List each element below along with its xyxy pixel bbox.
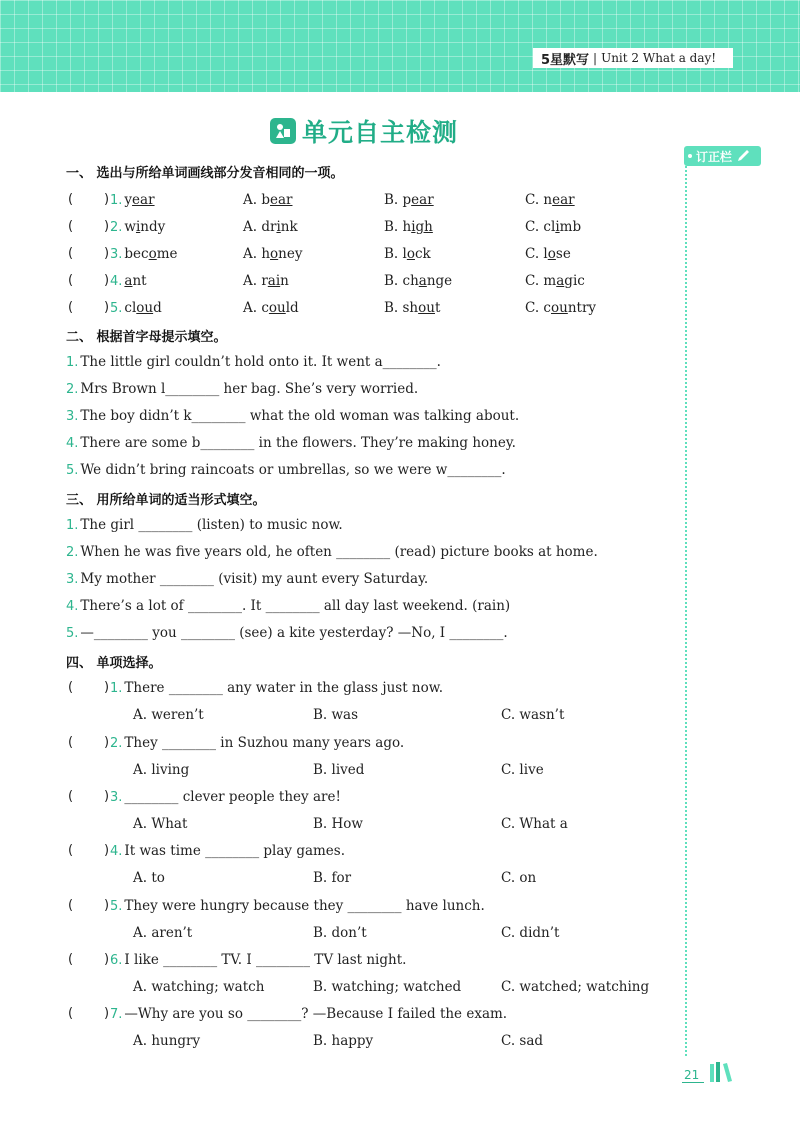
question-row xyxy=(68,952,668,970)
option-a[interactable] xyxy=(243,219,298,235)
option-c[interactable] xyxy=(525,273,585,289)
option-c[interactable]: C. sad xyxy=(501,1033,544,1049)
option-text: n xyxy=(280,273,289,289)
question-stem xyxy=(110,789,341,805)
question-number: 7. xyxy=(110,1007,123,1022)
dot-icon xyxy=(688,154,692,158)
option-text: B. l xyxy=(384,246,407,262)
question-row xyxy=(66,462,666,480)
question-stem xyxy=(110,898,485,914)
question-row xyxy=(66,381,666,399)
question-number: 4. xyxy=(66,436,79,451)
answer-paren-close: ) xyxy=(104,273,110,288)
question-stem xyxy=(110,735,404,751)
question-row xyxy=(66,435,666,453)
question-number: 5. xyxy=(110,301,123,316)
question-text: The little girl couldn’t hold onto it. It went a________. xyxy=(80,354,441,370)
question-row xyxy=(66,408,666,426)
question-row xyxy=(68,898,668,916)
option-text: se xyxy=(555,246,571,262)
answer-paren-open: ( xyxy=(68,735,74,750)
underlined-letters: o xyxy=(270,246,279,262)
answer-paren-close: ) xyxy=(104,680,110,695)
option-b[interactable]: B. happy xyxy=(313,1033,374,1049)
question-text: —________ you ________ (see) a kite yesterday? —No, I ________. xyxy=(80,625,508,641)
underlined-letters: o xyxy=(547,246,556,262)
question-text: There’s a lot of ________. It ________ all day last weekend. (rain) xyxy=(80,598,511,614)
question-row xyxy=(68,843,668,861)
underlined-letters: ou xyxy=(268,300,286,316)
page-number: 21 xyxy=(684,1068,700,1082)
option-c[interactable]: C. on xyxy=(501,870,537,886)
option-b[interactable] xyxy=(384,273,452,289)
question-number: 5. xyxy=(110,899,123,914)
word-part: d xyxy=(153,300,162,316)
answer-paren-open: ( xyxy=(68,680,74,695)
option-text: C. m xyxy=(525,273,557,289)
correction-tab xyxy=(684,146,761,166)
question-row xyxy=(68,219,668,237)
option-b[interactable]: B. for xyxy=(313,870,352,886)
question-text: They ________ in Suzhou many years ago. xyxy=(124,735,405,751)
question-text: Mrs Brown l________ her bag. She’s very worried. xyxy=(80,381,419,397)
option-text: ntry xyxy=(567,300,597,316)
option-text: A. dr xyxy=(243,219,277,235)
option-text: C. l xyxy=(525,246,548,262)
question-stem xyxy=(110,680,443,696)
option-text: mb xyxy=(559,219,582,235)
question-number: 4. xyxy=(66,599,79,614)
option-text: ck xyxy=(414,246,431,262)
word-part: w xyxy=(124,219,136,235)
question-number: 1. xyxy=(110,193,123,208)
word-part: ndy xyxy=(140,219,166,235)
options-row xyxy=(133,762,653,780)
question-number: 2. xyxy=(110,220,123,235)
option-text: A. r xyxy=(243,273,268,289)
options-row xyxy=(133,707,653,725)
correction-column xyxy=(685,166,687,1056)
question-row xyxy=(68,735,668,753)
question-number: 2. xyxy=(110,736,123,751)
option-c[interactable] xyxy=(525,300,596,316)
section-3-heading: 三、 用所给单词的适当形式填空。 xyxy=(66,493,266,508)
option-b[interactable] xyxy=(384,192,434,208)
question-row xyxy=(68,246,668,264)
underlined-letters: ou xyxy=(418,300,435,316)
word-part: cl xyxy=(124,300,137,316)
option-c[interactable]: C. wasn’t xyxy=(501,707,565,723)
question-row xyxy=(66,598,666,616)
section-4-heading: 四、 单项选择。 xyxy=(66,656,162,671)
answer-paren-close: ) xyxy=(104,898,110,913)
question-number: 1. xyxy=(66,355,79,370)
question-word xyxy=(110,246,178,262)
question-text: —Why are you so ________? —Because I failed the exam. xyxy=(124,1006,508,1022)
question-row xyxy=(66,571,666,589)
page-title: 单元自主检测 xyxy=(302,118,459,147)
option-b[interactable]: B. was xyxy=(313,707,359,723)
question-row xyxy=(68,300,668,318)
answer-paren-open: ( xyxy=(68,1006,74,1021)
pencil-icon xyxy=(736,149,752,163)
underlined-letters: a xyxy=(556,273,565,289)
underlined-letters: a xyxy=(418,273,427,289)
option-text: t xyxy=(434,300,441,316)
answer-paren-close: ) xyxy=(104,1006,110,1021)
underlined-letters: i xyxy=(276,219,281,235)
option-text: nk xyxy=(280,219,298,235)
question-row xyxy=(66,544,666,562)
question-number: 3. xyxy=(66,409,79,424)
books-icon xyxy=(708,1060,736,1082)
header-band xyxy=(0,0,800,92)
question-number: 1. xyxy=(66,518,79,533)
option-a[interactable] xyxy=(243,246,302,262)
option-text: B. sh xyxy=(384,300,419,316)
question-word xyxy=(110,192,155,208)
underlined-letters: o xyxy=(148,246,157,262)
option-c[interactable]: C. didn’t xyxy=(501,925,560,941)
question-number: 3. xyxy=(110,247,123,262)
option-a[interactable]: A. to xyxy=(133,870,165,886)
option-text: B. ch xyxy=(384,273,419,289)
question-number: 2. xyxy=(66,545,79,560)
answer-paren-open: ( xyxy=(68,300,74,315)
answer-paren-close: ) xyxy=(104,192,110,207)
question-number: 1. xyxy=(110,681,123,696)
question-number: 3. xyxy=(110,790,123,805)
question-text: They were hungry because they ________ have lunch. xyxy=(124,898,485,914)
question-text: We didn’t bring raincoats or umbrellas, so we were w________. xyxy=(80,462,506,478)
underlined-letters: i xyxy=(555,219,560,235)
option-a[interactable]: A. weren’t xyxy=(133,707,204,723)
question-row xyxy=(68,273,668,291)
question-row xyxy=(68,1006,668,1024)
question-word xyxy=(110,300,162,316)
underlined-letters: ear xyxy=(552,192,575,208)
answer-paren-open: ( xyxy=(68,789,74,804)
answer-paren-open: ( xyxy=(68,898,74,913)
answer-paren-open: ( xyxy=(68,192,74,207)
option-a[interactable]: A. watching; watch xyxy=(133,979,265,995)
option-b[interactable]: B. don’t xyxy=(313,925,367,941)
question-row xyxy=(68,789,668,807)
question-text: ________ clever people they are! xyxy=(124,789,341,805)
option-c[interactable] xyxy=(525,219,581,235)
question-number: 5. xyxy=(66,463,79,478)
option-text: C. cl xyxy=(525,219,556,235)
question-word xyxy=(110,273,147,289)
option-text: ney xyxy=(278,246,303,262)
question-text: The girl ________ (listen) to music now. xyxy=(80,517,343,533)
option-b[interactable]: B. How xyxy=(313,816,363,832)
word-part: me xyxy=(156,246,178,262)
underlined-letters: ear xyxy=(269,192,293,208)
underlined-letters: o xyxy=(406,246,415,262)
answer-paren-open: ( xyxy=(68,273,74,288)
word-part: nt xyxy=(132,273,147,289)
page-title-wrap xyxy=(270,114,458,148)
option-text: C. n xyxy=(525,192,553,208)
answer-paren-open: ( xyxy=(68,843,74,858)
header-tag xyxy=(533,48,733,68)
word-part: bec xyxy=(124,246,149,262)
option-text: gic xyxy=(564,273,585,289)
option-c[interactable]: C. watched; watching xyxy=(501,979,650,995)
question-row xyxy=(66,517,666,535)
answer-paren-open: ( xyxy=(68,952,74,967)
option-b[interactable]: B. lived xyxy=(313,762,365,778)
option-text: A. b xyxy=(243,192,270,208)
option-text: B. p xyxy=(384,192,412,208)
underlined-letters: ou xyxy=(136,300,154,316)
answer-paren-close: ) xyxy=(104,219,110,234)
correction-label: 订正栏 xyxy=(696,149,733,164)
option-a[interactable] xyxy=(243,192,292,208)
option-text: B. h xyxy=(384,219,412,235)
options-row xyxy=(133,816,653,834)
underlined-letters: ai xyxy=(267,273,281,289)
option-c[interactable] xyxy=(525,192,575,208)
question-text: It was time ________ play games. xyxy=(124,843,346,859)
underlined-letters: i xyxy=(135,219,141,235)
option-a[interactable]: A. aren’t xyxy=(133,925,193,941)
question-row xyxy=(68,680,668,698)
question-number: 3. xyxy=(66,572,79,587)
option-text: A. c xyxy=(243,300,269,316)
options-row xyxy=(133,979,653,997)
answer-paren-open: ( xyxy=(68,246,74,261)
question-number: 4. xyxy=(110,844,123,859)
question-stem xyxy=(110,952,406,968)
option-a[interactable] xyxy=(243,300,299,316)
section-2-heading: 二、 根据首字母提示填空。 xyxy=(66,330,227,345)
underlined-letters: ear xyxy=(411,192,434,208)
question-stem xyxy=(110,1006,507,1022)
page-number-rule xyxy=(682,1082,704,1083)
option-c[interactable]: C. What a xyxy=(501,816,568,832)
question-row xyxy=(66,625,666,643)
option-a[interactable]: A. hungry xyxy=(133,1033,201,1049)
question-number: 4. xyxy=(110,274,123,289)
header-separator: | xyxy=(593,51,598,65)
question-text: My mother ________ (visit) my aunt every Saturday. xyxy=(80,571,429,587)
unit-label: Unit 2 What a day! xyxy=(601,51,717,65)
option-b[interactable]: B. watching; watched xyxy=(313,979,462,995)
option-text: C. c xyxy=(525,300,551,316)
answer-paren-close: ) xyxy=(104,246,110,261)
question-text: When he was five years old, he often ________ (read) picture books at home. xyxy=(80,544,598,560)
section-1-heading: 一、 选出与所给单词画线部分发音相同的一项。 xyxy=(66,166,344,181)
reading-icon xyxy=(270,118,296,144)
option-c[interactable] xyxy=(525,246,571,262)
question-row xyxy=(66,354,666,372)
underlined-letters: a xyxy=(124,273,133,289)
answer-paren-close: ) xyxy=(104,952,110,967)
option-c[interactable]: C. live xyxy=(501,762,544,778)
option-a[interactable] xyxy=(243,273,289,289)
question-text: I like ________ TV. I ________ TV last night. xyxy=(124,952,407,968)
option-a[interactable]: A. What xyxy=(133,816,188,832)
question-number: 6. xyxy=(110,953,123,968)
answer-paren-open: ( xyxy=(68,219,74,234)
option-b[interactable] xyxy=(384,219,433,235)
question-stem xyxy=(110,843,345,859)
options-row xyxy=(133,925,653,943)
option-b[interactable] xyxy=(384,246,431,262)
underlined-letters: igh xyxy=(411,219,433,235)
question-number: 2. xyxy=(66,382,79,397)
question-text: There ________ any water in the glass just now. xyxy=(124,680,443,696)
brand-label: 5星默写 xyxy=(541,52,590,68)
question-text: The boy didn’t k________ what the old woman was talking about. xyxy=(80,408,520,424)
answer-paren-close: ) xyxy=(104,843,110,858)
option-a[interactable]: A. living xyxy=(133,762,190,778)
underlined-letters: ou xyxy=(551,300,568,316)
question-text: There are some b________ in the flowers. They’re making honey. xyxy=(80,435,516,451)
options-row xyxy=(133,870,653,888)
answer-paren-close: ) xyxy=(104,789,110,804)
underlined-letters: ear xyxy=(132,192,155,208)
word-part: y xyxy=(124,192,133,208)
question-word xyxy=(110,219,165,235)
question-row xyxy=(68,192,668,210)
option-text: A. h xyxy=(243,246,271,262)
option-text: nge xyxy=(426,273,453,289)
option-b[interactable] xyxy=(384,300,440,316)
answer-paren-close: ) xyxy=(104,735,110,750)
answer-paren-close: ) xyxy=(104,300,110,315)
option-text: ld xyxy=(285,300,299,316)
options-row xyxy=(133,1033,653,1051)
question-number: 5. xyxy=(66,626,79,641)
